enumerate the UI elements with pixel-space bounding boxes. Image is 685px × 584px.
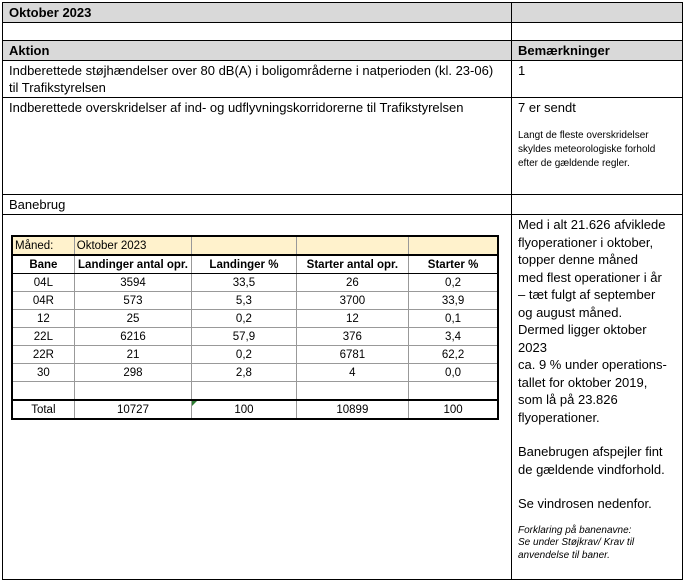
cell-starter-pct: 3,4 [409,328,498,346]
table-row [12,364,498,382]
cell-bane: 04L [12,274,74,292]
table-row [12,328,498,346]
remarks-line: tallet for oktober 2019, [518,374,648,390]
noise-action: Indberettede støjhændelser over 80 dB(A) i boligområderne i natperioden (kl. 23-06) til Trafikstyrelsen [9,63,494,95]
cell-starter-antal: 3700 [296,292,408,310]
cell-landinger-antal: 25 [74,310,191,328]
table-row-empty [12,382,498,401]
cell-starter-pct: 0,1 [409,310,498,328]
month-value: Oktober 2023 [74,236,191,255]
table-row [12,292,498,310]
month-label: Måned: [12,236,74,255]
cell-landinger-pct: 2,8 [192,364,296,382]
total-label: Total [12,400,74,419]
spacer-row [3,23,683,41]
month-row [12,236,498,255]
remarks-line: ca. 9 % under operations- [518,357,667,372]
cell-starter-antal: 6781 [296,346,408,364]
remarks-line: flyoperationer. [518,409,600,425]
column-header-row [3,41,683,61]
noise-remark: 1 [518,63,526,78]
report-title: Oktober 2023 [9,5,92,20]
remarks-line: og august måned. [518,304,623,320]
cell-bane [12,382,74,401]
runway-names-note [518,525,676,563]
cell-landinger-pct: 0,2 [192,346,296,364]
error-indicator-icon [192,401,197,406]
cell-starter-pct [409,382,498,401]
total-starter-antal: 10899 [296,400,408,419]
cell-bane: 04R [12,292,74,310]
cell-landinger-pct: 57,9 [192,328,296,346]
cell-landinger-antal: 6216 [74,328,191,346]
banebrug-heading-row [3,195,683,215]
cell-starter-antal: 4 [296,364,408,382]
corridor-row [3,98,683,195]
total-starter-pct: 100 [409,400,498,419]
table-row [12,346,498,364]
cell-landinger-pct: 0,2 [192,310,296,328]
table-row [12,310,498,328]
total-landinger-pct [192,400,296,419]
cell-starter-pct: 33,9 [409,292,498,310]
cell-starter-antal: 376 [296,328,408,346]
remarks-paragraph-2 [518,443,676,478]
header-starter-pct: Starter % [409,255,498,274]
remarks-line: topper denne måned [518,252,638,267]
banebrug-content-row [3,215,683,580]
cell-bane: 30 [12,364,74,382]
total-row [12,400,498,419]
corridor-remark-note: Langt de fleste overskridelser skyldes meteorologiske forhold efter de gældende regler. [518,130,656,169]
remarks-line: som lå på 23.826 [518,392,618,407]
header-landinger-pct: Landinger % [192,255,296,274]
cell-landinger-pct: 33,5 [192,274,296,292]
remarks-line: flyoperationer i oktober, [518,234,654,250]
note-line: anvendelse til baner. [518,549,610,561]
header-bane: Bane [12,255,74,274]
note-line: Forklaring på banenavne: [518,524,632,536]
cell-bane: 12 [12,310,74,328]
cell-landinger-pct: 5,3 [192,292,296,310]
header-landinger-antal: Landinger antal opr. [74,255,191,274]
remarks-line: de gældende vindforhold. [518,461,665,477]
remarks-line: – tæt fulgt af september [518,287,656,302]
banebrug-remarks [512,215,682,563]
remarks-line: Med i alt 21.626 afviklede [518,217,666,232]
cell-starter-antal: 26 [296,274,408,292]
noise-row [3,61,683,98]
cell-starter-pct: 0,2 [409,274,498,292]
cell-landinger-antal [74,382,191,401]
report-table [2,2,683,580]
cell-starter-pct: 0,0 [409,364,498,382]
remarks-paragraph-3: Se vindrosen nedenfor. [518,496,652,511]
cell-landinger-pct [192,382,296,401]
header-starter-antal: Starter antal opr. [296,255,408,274]
note-line: Se under Støjkrav/ Krav til [518,537,635,548]
action-header: Aktion [9,43,50,58]
remarks-line: med flest operationer i år [518,269,662,285]
cell-bane: 22L [12,328,74,346]
runway-usage-table [11,235,499,420]
cell-starter-antal: 12 [296,310,408,328]
cell-landinger-antal: 21 [74,346,191,364]
cell-starter-antal [296,382,408,401]
total-landinger-pct-value: 100 [234,403,254,416]
remarks-line: 2023 [518,339,547,355]
corridor-action: Indberettede overskridelser af ind- og udflyvningskorridorerne til Trafikstyrelsen [9,100,464,115]
cell-landinger-antal: 298 [74,364,191,382]
cell-landinger-antal: 3594 [74,274,191,292]
total-landinger-antal: 10727 [74,400,191,419]
remarks-line: Banebrugen afspejler fint [518,444,663,459]
banebrug-heading: Banebrug [9,197,66,212]
table-row [12,274,498,292]
remarks-paragraph-1 [518,216,676,426]
cell-bane: 22R [12,346,74,364]
remarks-line: Dermed ligger oktober [518,322,647,337]
cell-landinger-antal: 573 [74,292,191,310]
remarks-header: Bemærkninger [518,43,610,58]
cell-starter-pct: 62,2 [409,346,498,364]
runway-header-row [12,255,498,274]
title-row [3,3,683,23]
corridor-remark: 7 er sendt [518,100,576,115]
